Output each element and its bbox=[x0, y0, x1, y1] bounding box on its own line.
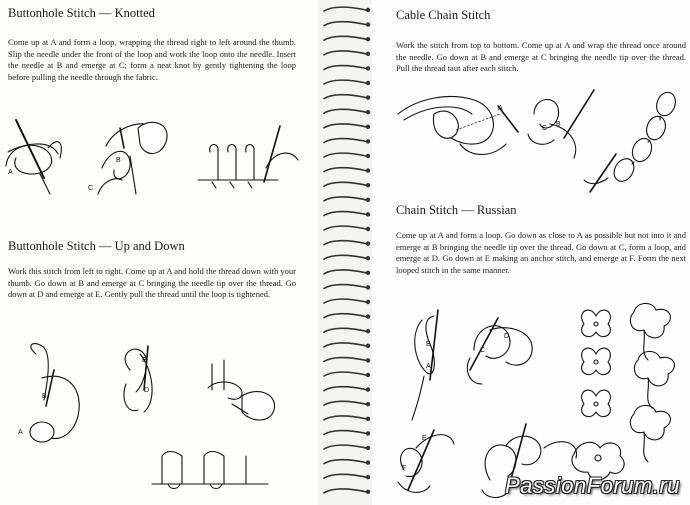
spiral-ring-hole bbox=[367, 228, 370, 231]
spiral-ring-hole bbox=[367, 213, 370, 216]
left-page bbox=[0, 0, 318, 505]
spiral-ring bbox=[324, 153, 366, 157]
spiral-ring-hole bbox=[367, 23, 370, 26]
spiral-ring bbox=[324, 372, 366, 376]
spiral-ring bbox=[324, 66, 366, 70]
spiral-ring-hole bbox=[367, 490, 370, 493]
spiral-ring-hole bbox=[367, 140, 370, 143]
spiral-ring bbox=[324, 460, 366, 464]
spiral-ring bbox=[324, 7, 366, 11]
spiral-ring bbox=[324, 212, 366, 216]
figure-label: D bbox=[144, 387, 150, 394]
spiral-ring bbox=[324, 36, 366, 40]
spiral-ring-hole bbox=[367, 257, 370, 260]
book-spine-binding bbox=[318, 0, 372, 505]
section-title-cable-chain: Cable Chain Stitch bbox=[396, 8, 491, 22]
spiral-ring bbox=[324, 358, 366, 362]
spiral-ring-hole bbox=[367, 447, 370, 450]
illustration-buttonhole-up-down bbox=[2, 340, 302, 505]
figure-label: E bbox=[142, 357, 147, 364]
spiral-ring-hole bbox=[367, 315, 370, 318]
spiral-ring bbox=[324, 431, 366, 435]
spiral-ring-hole bbox=[367, 476, 370, 479]
spiral-ring bbox=[324, 416, 366, 420]
spiral-ring bbox=[324, 328, 366, 332]
spiral-ring-hole bbox=[367, 330, 370, 333]
spiral-ring bbox=[324, 226, 366, 230]
figure-label: C bbox=[542, 125, 548, 132]
figure-label: B bbox=[42, 393, 47, 400]
spiral-ring bbox=[324, 241, 366, 245]
spiral-ring-hole bbox=[367, 155, 370, 158]
spiral-ring-hole bbox=[367, 417, 370, 420]
spiral-ring bbox=[324, 489, 366, 493]
spiral-ring-hole bbox=[367, 432, 370, 435]
spiral-ring bbox=[324, 109, 366, 113]
spiral-ring bbox=[324, 445, 366, 449]
spiral-ring bbox=[324, 343, 366, 347]
spiral-ring-hole bbox=[367, 111, 370, 114]
figure-label: B bbox=[556, 121, 561, 128]
figure-label: B bbox=[116, 157, 121, 164]
figure-label: A bbox=[498, 105, 503, 112]
figure-label: C bbox=[88, 185, 94, 192]
spiral-ring bbox=[324, 22, 366, 26]
watermark-text: PassionForum.ru bbox=[504, 473, 680, 498]
figure-label: C bbox=[480, 347, 486, 354]
spiral-ring bbox=[324, 314, 366, 318]
spiral-ring-hole bbox=[367, 242, 370, 245]
spiral-ring-hole bbox=[367, 198, 370, 201]
spiral-ring bbox=[324, 124, 366, 128]
spiral-ring-hole bbox=[367, 388, 370, 391]
spiral-ring bbox=[324, 139, 366, 143]
spiral-ring bbox=[324, 95, 366, 99]
figure-label: A bbox=[8, 169, 13, 176]
spiral-ring-hole bbox=[367, 271, 370, 274]
spiral-ring bbox=[324, 299, 366, 303]
section-title-buttonhole-knotted: Buttonhole Stitch — Knotted bbox=[8, 6, 155, 20]
section-body-buttonhole-up-down: Work this stitch from left to right. Come up at A and hold the thread down with your thumb. Go down at B and emerge at C bringing the needle tip over the thread. Go down at D and emerge at E. Gently pull the thread until the loop is tightened. bbox=[8, 266, 296, 299]
spiral-ring-hole bbox=[367, 52, 370, 55]
spiral-ring bbox=[324, 387, 366, 391]
spiral-ring-hole bbox=[367, 301, 370, 304]
spiral-ring bbox=[324, 401, 366, 405]
figure-label: D bbox=[504, 333, 510, 340]
section-body-cable-chain: Work the stitch from top to bottom. Come up at A and wrap the thread once around the needle. Go down at B and emerge at C bringing the needle tip over the thread. Pull the thread taut after each stitch. bbox=[396, 40, 686, 73]
spiral-ring bbox=[324, 80, 366, 84]
figure-label: E bbox=[422, 435, 427, 442]
spiral-ring bbox=[324, 51, 366, 55]
spiral-ring bbox=[324, 168, 366, 172]
spiral-ring-hole bbox=[367, 38, 370, 41]
section-title-chain-russian: Chain Stitch — Russian bbox=[396, 203, 517, 217]
spiral-ring-hole bbox=[367, 96, 370, 99]
spiral-ring-hole bbox=[367, 67, 370, 70]
spiral-ring-hole bbox=[367, 403, 370, 406]
spiral-ring-hole bbox=[367, 359, 370, 362]
illustration-buttonhole-knotted bbox=[2, 108, 302, 213]
spiral-ring bbox=[324, 197, 366, 201]
spiral-ring-hole bbox=[367, 82, 370, 85]
spiral-ring bbox=[324, 255, 366, 259]
section-body-chain-russian: Come up at A and form a loop. Go down as close to A as possible but not into it and emerge at B bringing the needle tip over the thread. Go down at C, form a loop, and emerge at D. Go down at E making an anchor stitch, and emerge at F. Form the next looped stitch in the same manner. bbox=[396, 230, 686, 275]
section-body-buttonhole-knotted: Come up at A and form a loop, wrapping the thread right to left around the thumb. Slip the needle under the front of the loop and work the loop onto the needle. Insert the needle at B and emerge at C; form a neat knot by gently tightening the loop before pulling the needle through the fabric. bbox=[8, 37, 296, 82]
section-title-buttonhole-up-down: Buttonhole Stitch — Up and Down bbox=[8, 239, 185, 253]
figure-label: F bbox=[402, 465, 407, 472]
spiral-ring bbox=[324, 270, 366, 274]
spiral-ring bbox=[324, 182, 366, 186]
spiral-rings bbox=[318, 0, 372, 505]
spiral-ring-hole bbox=[367, 286, 370, 289]
spiral-ring-hole bbox=[367, 374, 370, 377]
illustration-cable-chain bbox=[394, 84, 690, 194]
spiral-ring-hole bbox=[367, 9, 370, 12]
spiral-ring-hole bbox=[367, 461, 370, 464]
figure-label: A bbox=[18, 429, 23, 436]
spiral-ring-hole bbox=[367, 184, 370, 187]
spiral-ring-hole bbox=[367, 125, 370, 128]
figure-label: A bbox=[426, 363, 431, 370]
right-page bbox=[372, 0, 690, 505]
spiral-ring-hole bbox=[367, 344, 370, 347]
spiral-ring bbox=[324, 474, 366, 478]
spiral-ring bbox=[324, 285, 366, 289]
spiral-ring-hole bbox=[367, 169, 370, 172]
figure-label: B bbox=[426, 341, 431, 348]
